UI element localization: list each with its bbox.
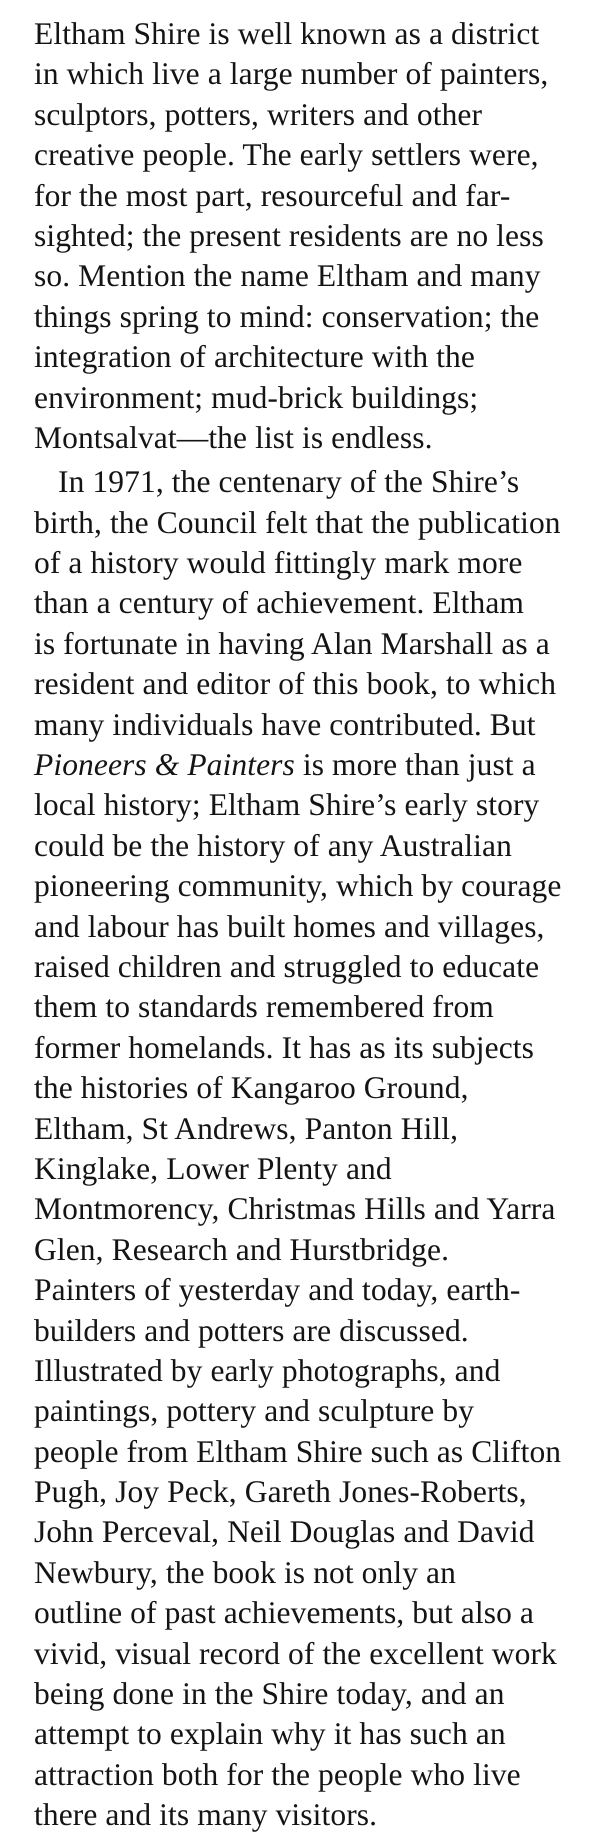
text-line: Painters of yesterday and today, earth- (34, 1272, 521, 1308)
text-line: attraction both for the people who live (34, 1756, 521, 1792)
text-line: so. Mention the name Eltham and many (34, 258, 541, 294)
text-line: could be the history of any Australian (34, 827, 512, 863)
text-line: resident and editor of this book, to which (34, 666, 557, 702)
paragraph-intro (34, 14, 594, 458)
text-line: outline of past achievements, but also a (34, 1595, 534, 1631)
text-line: local history; Eltham Shire’s early story (34, 787, 540, 823)
text-line: many individuals have contributed. But (34, 706, 536, 742)
text-line: sculptors, potters, writers and other (34, 96, 483, 132)
text-line: creative people. The early settlers were, (34, 137, 539, 173)
text-line: Pugh, Joy Peck, Gareth Jones-Roberts, (34, 1474, 527, 1510)
text-line: Montmorency, Christmas Hills and Yarra (34, 1191, 556, 1227)
blurb-text-block (34, 14, 594, 1836)
text-line: Eltham, St Andrews, Panton Hill, (34, 1110, 459, 1146)
text-line (34, 745, 594, 785)
text-line: birth, the Council felt that the publication (34, 504, 561, 540)
text-line: for the most part, resourceful and far- (34, 177, 511, 213)
text-line: integration of architecture with the (34, 339, 475, 375)
text-line: in which live a large number of painters, (34, 56, 549, 92)
text-line: Montsalvat—the list is endless. (34, 419, 433, 455)
paragraph-history (34, 462, 594, 1835)
text-line-rest: is more than just a (294, 747, 536, 783)
text-line: environment; mud-brick buildings; (34, 379, 479, 415)
text-line: attempt to explain why it has such an (34, 1716, 506, 1752)
text-line: Illustrated by early photographs, and (34, 1352, 501, 1388)
text-line: In 1971, the centenary of the Shire’s (58, 464, 520, 500)
text-line: there and its many visitors. (34, 1797, 378, 1833)
text-line: sighted; the present residents are no less (34, 217, 544, 253)
text-line: of a history would fittingly mark more (34, 545, 523, 581)
text-line: and labour has built homes and villages, (34, 908, 545, 944)
text-line: things spring to mind: conservation; the (34, 298, 540, 334)
text-line: Eltham Shire is well known as a district (34, 16, 540, 51)
text-line: people from Eltham Shire such as Clifton (34, 1433, 562, 1469)
text-line: builders and potters are discussed. (34, 1312, 469, 1348)
text-line: raised children and struggled to educate (34, 948, 540, 984)
text-line: the histories of Kangaroo Ground, (34, 1070, 469, 1106)
text-line: is fortunate in having Alan Marshall as a (34, 625, 550, 661)
text-line: Kinglake, Lower Plenty and (34, 1150, 392, 1186)
text-line: than a century of achievement. Eltham (34, 585, 524, 621)
text-line: Newbury, the book is not only an (34, 1554, 456, 1590)
book-title: Pioneers & Painters (34, 747, 295, 783)
text-line: vivid, visual record of the excellent work (34, 1635, 557, 1671)
text-line: pioneering community, which by courage (34, 868, 562, 904)
text-line: paintings, pottery and sculpture by (34, 1393, 475, 1429)
text-line: Glen, Research and Hurstbridge. (34, 1231, 450, 1267)
text-line: John Perceval, Neil Douglas and David (34, 1514, 535, 1550)
text-line: former homelands. It has as its subjects (34, 1029, 535, 1065)
text-line: them to standards remembered from (34, 989, 494, 1025)
text-line: being done in the Shire today, and an (34, 1676, 505, 1712)
